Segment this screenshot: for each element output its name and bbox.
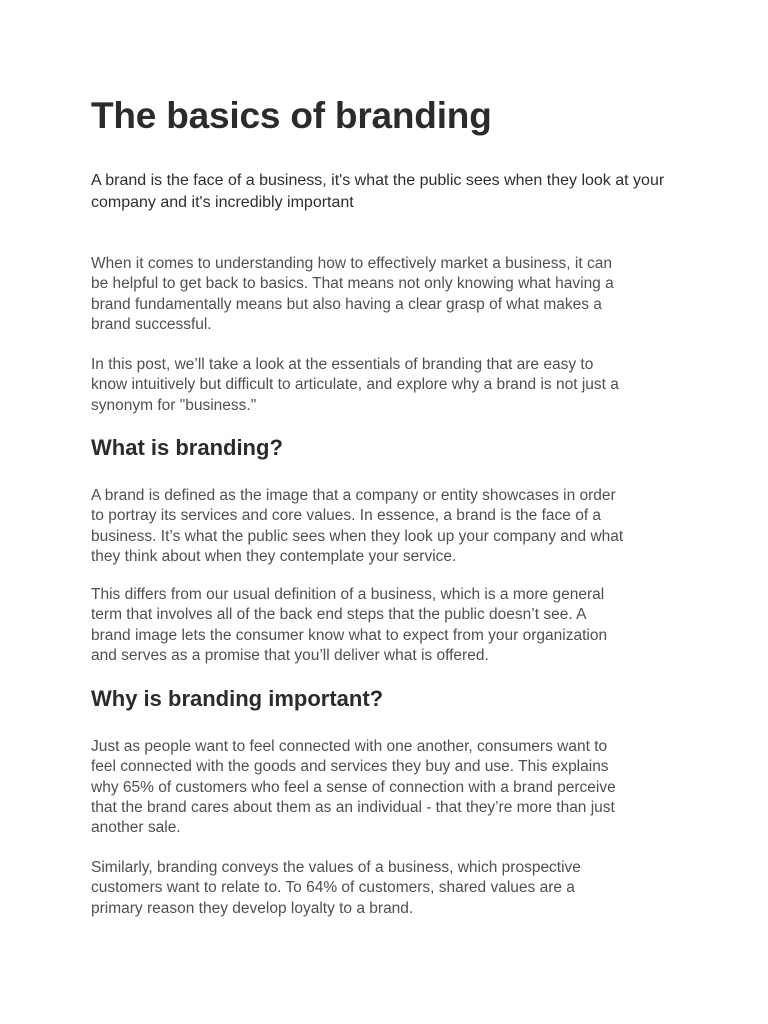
- text-line: they think about when they contemplate your service.: [91, 547, 457, 565]
- text-line: company and it's incredibly important: [91, 194, 354, 211]
- section-heading-what-is-branding: What is branding?: [91, 435, 283, 460]
- page-title: The basics of branding: [91, 95, 492, 136]
- text-line: Just as people want to feel connected with one another, consumers want to: [91, 738, 608, 755]
- intro-paragraph-2: [91, 355, 691, 416]
- text-line: why 65% of customers who feel a sense of connection with a brand perceive: [91, 778, 616, 796]
- text-line: be helpful to get back to basics. That means not only knowing what having a: [91, 275, 614, 293]
- text-line: Similarly, branding conveys the values of a business, which prospective: [91, 859, 581, 876]
- section1-paragraph-2: [91, 585, 691, 666]
- section1-paragraph-1: [91, 486, 691, 567]
- text-line: and serves as a promise that you’ll deliver what is offered.: [91, 646, 489, 664]
- text-line: This differs from our usual definition of a business, which is a more general: [91, 586, 605, 603]
- text-line: brand successful.: [91, 315, 212, 333]
- text-line: brand image lets the consumer know what to expect from your organization: [91, 626, 608, 644]
- text-line: another sale.: [91, 819, 181, 837]
- text-line: synonym for "business.": [91, 396, 257, 414]
- section2-paragraph-2: [91, 858, 691, 919]
- text-line: When it comes to understanding how to effectively market a business, it can: [91, 255, 612, 272]
- text-line: that the brand cares about them as an individual - that they’re more than just: [91, 798, 615, 816]
- text-line: term that involves all of the back end steps that the public doesn’t see. A: [91, 606, 587, 624]
- text-line: A brand is the face of a business, it's what the public sees when they look at your: [91, 172, 665, 189]
- text-line: A brand is defined as the image that a company or entity showcases in order: [91, 487, 616, 504]
- intro-paragraph-1: [91, 254, 691, 335]
- text-line: customers want to relate to. To 64% of customers, shared values are a: [91, 879, 575, 897]
- text-line: In this post, we’ll take a look at the essentials of branding that are easy to: [91, 356, 594, 373]
- section2-paragraph-1: [91, 737, 691, 838]
- text-line: to portray its services and core values. In essence, a brand is the face of a: [91, 507, 602, 525]
- text-line: brand fundamentally means but also having a clear grasp of what makes a: [91, 295, 602, 313]
- text-line: primary reason they develop loyalty to a brand.: [91, 899, 414, 917]
- text-line: feel connected with the goods and services they buy and use. This explains: [91, 758, 609, 776]
- text-line: business. It’s what the public sees when they look up your company and what: [91, 527, 624, 545]
- text-line: know intuitively but difficult to articulate, and explore why a brand is not just a: [91, 376, 619, 394]
- section-heading-why-is-branding-important: Why is branding important?: [91, 686, 384, 711]
- article-subtitle: [91, 170, 691, 214]
